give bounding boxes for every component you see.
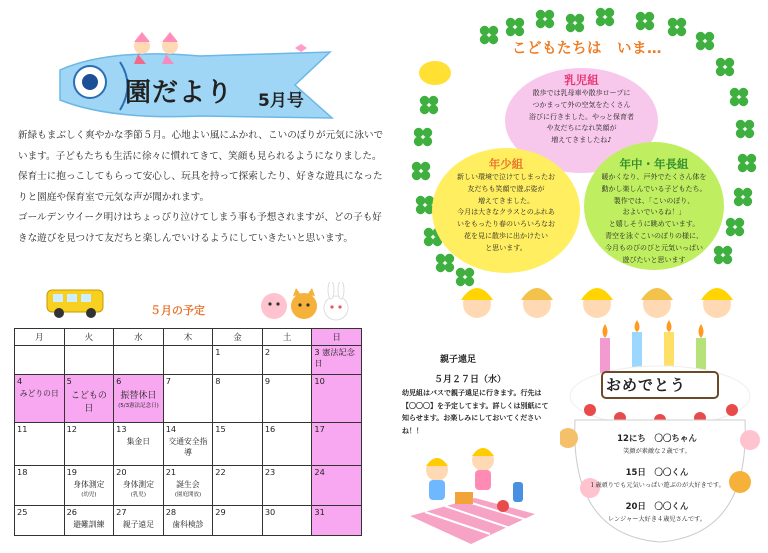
day-number: 16 [264,423,276,434]
day-number: 15 [215,423,226,434]
child-face-icon [521,288,553,318]
group-text-line: 増えてきましたね♪ [551,136,612,145]
group-name: 年少組 [488,157,524,171]
picnic-illustration [405,436,537,546]
day-number: 14 [165,423,177,434]
day-event: 身体測定 [73,480,105,490]
intro-paragraph: ゴールデンウイーク明けはちょっぴり泣けてしまう事も予想されますが、どの子も好きな遊びを見つけて友だちと楽しんでいけるようにしていきたいと思います。 [18,212,382,244]
birthday-name: 12にち 〇〇ちゃん [617,434,697,444]
group-text-line: およいでいるね！」 [622,208,686,217]
calendar-day-cell [312,422,362,465]
calendar-day-cell [163,466,213,506]
child-face-icon [581,288,613,318]
group-text-line: 友だちも笑顔で遊ぶ姿が [467,184,545,193]
weekday-header: 月 [15,329,65,346]
day-event: 誕生会 [176,480,200,490]
clover-icon [480,26,498,44]
day-number: 22 [215,467,226,478]
day-number: 3 憲法記念日 [314,347,355,368]
calendar-day-cell [64,466,114,506]
calendar-day-cell [262,346,312,375]
day-number: 10 [314,376,325,387]
calendar-day-cell [262,375,312,423]
calendar-day-cell [213,466,263,506]
group-text-line: 今月は大きなクラスとのふれあ [457,208,555,217]
kids-now-title: こどもたちは いま… [512,41,662,57]
birthday-text: １歳頑りでも元気いっぱい遊ぶのが大好きです。 [589,482,725,489]
birthday-entry [582,432,732,455]
calendar-day-cell [312,346,362,375]
group-text-line: 増えてきました。 [478,196,534,205]
calendar-day-cell [15,466,65,506]
calendar-week-row [15,505,362,535]
excursion-date: ５月２７日（水） [434,375,507,385]
weekday-header: 金 [213,329,263,346]
day-event: 集金日 [126,436,151,446]
clover-icon [738,154,756,172]
calendar-day-cell [312,466,362,506]
calendar-day-cell [163,375,213,423]
calendar-day-cell [114,375,164,423]
animals-illustration [258,282,353,322]
birthday-text: レンジャー大好き４歳児さんです。 [607,516,707,523]
birthday-name: 15日 〇〇くん [625,468,689,478]
day-event-note: (乳児) [130,492,147,499]
calendar-day-cell [114,422,164,465]
weekday-header: 火 [64,329,114,346]
clover-icon [636,12,654,30]
group-name: 年中・年長組 [619,157,689,171]
bus-illustration [45,286,107,320]
birthday-name: 20日 〇〇くん [625,502,689,512]
group-text-line: 浴びに行きました。やっと保育者 [529,112,634,121]
clover-icon [726,218,744,236]
clover-icon [414,128,432,146]
calendar-day-cell [262,466,312,506]
calendar-day-cell [262,505,312,535]
clover-icon [716,58,734,76]
newsletter-title: 園だより [125,78,234,108]
day-number: 25 [17,506,28,517]
calendar-day-cell [312,505,362,535]
day-number: 19 [66,467,77,478]
calendar-day-cell [114,466,164,506]
day-number: 8 [215,376,221,387]
day-number: 31 [314,506,325,517]
weekday-header: 日 [312,329,362,346]
child-face-icon [701,288,733,318]
group-text-line: 製作では、「こいのぼり、 [613,196,695,205]
group-text-line: や友だちになれ笑顔が [546,124,617,133]
group-text [505,88,658,147]
day-event: 身体測定 [122,480,154,490]
young-group-circle [432,148,580,273]
day-event-note: (5/3憲法記念日) [118,403,159,410]
weekday-header: 水 [114,329,164,346]
older-group-circle [584,142,724,270]
clover-icon [730,88,748,106]
day-event: こどもの日 [70,391,107,415]
schedule-title: ５月の予定 [150,304,205,317]
day-number: 23 [264,467,276,478]
calendar-week-row [15,466,362,506]
day-event-note: (幼児) [81,492,97,499]
day-number: 24 [314,467,325,478]
day-number: 30 [264,506,276,517]
day-number: 20 [116,467,127,478]
calendar-day-cell [163,346,213,375]
issue-number: 5月号 [258,91,304,111]
weekday-header: 土 [262,329,312,346]
clover-icon [420,96,438,114]
day-number: 6 [116,376,122,387]
group-text-line: と嬉しそうに眺めています。 [608,220,700,229]
calendar-day-cell [262,422,312,465]
clover-icon [668,18,686,36]
calendar-week-row [15,422,362,465]
group-text [432,172,580,255]
day-number: 5 [66,376,72,387]
calendar-day-cell [114,346,164,375]
calendar-day-cell [15,375,65,423]
clover-icon [506,18,524,36]
calendar-day-cell [114,505,164,535]
day-event: 親子遠足 [122,519,154,529]
intro-text [18,126,390,249]
kids-faces-illustration [447,276,747,324]
day-event-note: (園庭開放) [174,492,202,499]
day-number: 18 [17,467,28,478]
day-event: 交通安全指導 [168,436,208,457]
calendar-day-cell [64,375,114,423]
calendar-day-cell [15,422,65,465]
group-name: 乳児組 [564,73,599,87]
calendar-day-cell [15,505,65,535]
clover-icon [536,10,554,28]
day-event: 歯科検診 [172,519,204,529]
clover-icon [436,254,454,272]
clover-icon [412,162,430,180]
day-event: 振替休日 [120,391,157,402]
calendar-day-cell [213,375,263,423]
group-text-line: つかまって外の空気をたくさん [532,100,631,109]
calendar-week-row [15,375,362,423]
day-number: 1 [215,347,221,357]
clover-icon [596,8,614,26]
day-event: 避難訓練 [73,519,105,529]
group-text-line: 今月ものびのびと元気いっぱい [605,243,703,252]
day-number: 4 [17,376,23,387]
calendar-day-cell [213,505,263,535]
calendar-day-cell [64,346,114,375]
calendar-day-cell [163,422,213,465]
day-number: 29 [215,506,226,517]
birthday-text: 笑顔が素敵な２歳です。 [623,448,691,455]
clover-icon [736,120,754,138]
calendar-day-cell [163,505,213,535]
birthday-title: おめでとう [606,376,687,394]
group-text-line: 遊びたいと思います [622,255,686,264]
group-text-line: 新しい環境で泣けてしまったお [457,173,555,181]
schedule-calendar [14,328,362,536]
calendar-day-cell [15,346,65,375]
clover-icon [734,188,752,206]
birthday-entry [582,500,732,523]
group-text-line: 動かし楽しんでいる子どもたち。 [601,184,707,193]
group-text-line: 暖かくなり、戸外でたくさん体を [601,173,707,181]
day-number: 27 [116,506,127,517]
day-number: 2 [264,347,271,357]
group-text-line: 青空を泳ぐこいのぼりの様に、 [605,231,703,240]
calendar-day-cell [213,422,263,465]
day-number: 26 [66,506,77,517]
day-number: 17 [314,423,325,434]
day-number: 21 [165,467,177,478]
child-face-icon [461,288,493,318]
weekday-header: 木 [163,329,213,346]
day-number: 7 [165,376,171,387]
clover-icon [696,32,714,50]
calendar-day-cell [213,346,263,375]
day-number: 28 [165,506,177,517]
calendar-day-cell [64,422,114,465]
child-face-icon [641,288,673,318]
group-text [584,172,724,266]
excursion-body: 幼児組はバスで親子遠足に行きます。行先は【〇〇〇】を予定してます。詳しくは別紙にて知らせます。お楽しみにしておいてくださいね！！ [402,389,549,435]
day-number: 13 [116,423,127,434]
intro-paragraph: 新緑もまぶしく爽やかな季節５月。心地よい風にふかれ、こいのぼりが元気に泳いでいます。子どもたちも生活に徐々に慣れてきて、笑顔も見られるようになりました。保育士に抱っこしてもらって安心し、玩具を持って探索したり、好きな遊具になったりと園庭や保育室で元気な声が聞かれます。 [18,130,384,203]
calendar-day-cell [312,375,362,423]
bird-icon [419,61,451,85]
day-number: 12 [66,423,77,434]
group-text-line: 散歩では乳母車や散歩ロープに [532,89,631,97]
excursion-title: 親子遠足 [440,355,477,365]
day-number: 9 [264,376,271,387]
calendar-day-cell [64,505,114,535]
day-event: みどりの日 [19,389,59,399]
calendar-week-row [15,346,362,375]
group-text-line: いをもったり春のいろいろなお [457,220,555,229]
clover-icon [566,14,584,32]
group-text-line: 花を見に散歩に出かけたい [464,231,548,240]
birthday-entry [582,466,732,489]
day-number: 11 [17,423,28,434]
group-text-line: と思います。 [485,243,527,252]
